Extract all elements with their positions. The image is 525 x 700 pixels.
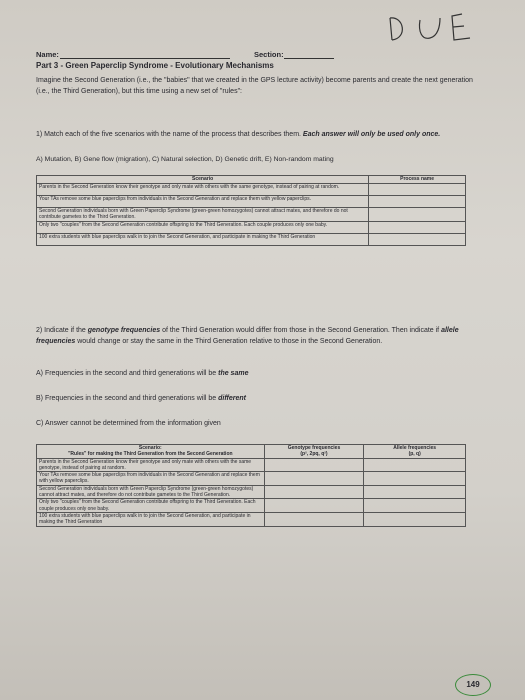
option-a-emphasis: the same <box>218 370 249 377</box>
process-name-header: Process name <box>369 176 466 184</box>
table-row <box>37 458 466 472</box>
question-1-emphasis: Each answer will only be used only once. <box>302 131 441 138</box>
table-row <box>37 196 466 208</box>
genotype-frequencies-header <box>264 445 364 459</box>
section-label: Section: <box>254 50 284 59</box>
name-field[interactable] <box>60 58 230 59</box>
scenario-cell: Parents in the Second Generation know their genotype and only mate with others with the same genotype, instead of pairing at random. <box>37 184 369 196</box>
question-2-text-b: of the Third Generation would differ from those in the Second Generation. Then indicate if <box>160 327 442 334</box>
scenario-cell: Your TAs remove some blue paperclips from individuals in the Second Generation and replace them with yellow paperclips. <box>37 472 265 486</box>
process-answer-cell[interactable] <box>369 184 466 196</box>
scenario-process-table <box>36 175 466 246</box>
option-a <box>36 370 476 377</box>
process-choices: A) Mutation, B) Gene flow (migration), C) Natural selection, D) Genetic drift, E) Non-random mating <box>36 156 334 163</box>
genotype-answer-cell[interactable] <box>264 512 364 526</box>
question-2-text-c: would change or stay the same in the Third Generation relative to those in the Second Generation. <box>75 338 383 345</box>
scenario-cell: Only two "couples" from the Second Generation contribute offspring to the Third Generation. Each couple produces only one baby. <box>37 221 369 233</box>
genotype-answer-cell[interactable] <box>264 485 364 499</box>
name-label: Name: <box>36 50 59 59</box>
page-number: 149 <box>455 674 491 696</box>
option-a-text: A) Frequencies in the second and third generations will be <box>36 370 219 377</box>
process-answer-cell[interactable] <box>369 233 466 245</box>
question-2-genotype: genotype frequencies <box>87 327 161 334</box>
scenario-cell: Second Generation individuals born with Green Paperclip Syndrome (green-green homozygotes) cannot attract mates, and therefore do not contribute gametes to the Third Generation. <box>37 208 369 222</box>
option-c: C) Answer cannot be determined from the information given <box>36 420 221 427</box>
scenario-header-line1: Scenario: <box>138 445 162 451</box>
allele-answer-cell[interactable] <box>364 499 466 513</box>
intro-paragraph: Imagine the Second Generation (i.e., the "babies" that we created in the GPS lecture activity) become parents and create the next generation (i.e., the Third Generation), but this time using a new set of "rules": <box>36 77 473 95</box>
scenario-rules-header <box>37 445 265 459</box>
question-2-text-a: 2) Indicate if the <box>36 327 88 334</box>
table-row <box>37 221 466 233</box>
genotype-header-line2: (p², 2pq, q²) <box>300 451 328 458</box>
question-2-allele: allele frequencies <box>36 327 459 345</box>
table-row <box>37 184 466 196</box>
option-b-emphasis: different <box>218 395 246 402</box>
scenario-header-line2: "Rules" for making the Third Generation from the Second Generation <box>68 451 233 458</box>
allele-header-line1: Allele frequencies <box>393 445 437 451</box>
part-title: Part 3 - Green Paperclip Syndrome - Evolutionary Mechanisms <box>36 61 274 70</box>
process-answer-cell[interactable] <box>369 208 466 222</box>
handwritten-due-mark <box>382 8 492 48</box>
table-row <box>37 512 466 526</box>
scenario-cell: Parents in the Second Generation know their genotype and only mate with others with the same genotype, instead of pairing at random. <box>37 458 265 472</box>
allele-header-line2: (p, q) <box>408 451 421 458</box>
scenario-cell: 100 extra students with blue paperclips walk in to join the Second Generation, and participate in making the Third Generation <box>37 233 369 245</box>
question-1-text: 1) Match each of the five scenarios with the name of the process that describes them. <box>36 131 301 138</box>
process-answer-cell[interactable] <box>369 221 466 233</box>
process-answer-cell[interactable] <box>369 196 466 208</box>
scenario-cell: Second Generation individuals born with Green Paperclip Syndrome (green-green homozygotes) cannot attract mates, and therefore do not contribute gametes to the Third Generation. <box>37 485 265 499</box>
allele-answer-cell[interactable] <box>364 485 466 499</box>
table-row <box>37 472 466 486</box>
question-2 <box>36 325 476 347</box>
allele-frequencies-header <box>364 445 466 459</box>
section-field[interactable] <box>284 58 334 59</box>
scenario-header: Scenario <box>37 176 369 184</box>
frequency-table <box>36 444 466 527</box>
genotype-answer-cell[interactable] <box>264 499 364 513</box>
table-row <box>37 208 466 222</box>
table-row <box>37 485 466 499</box>
genotype-answer-cell[interactable] <box>264 472 364 486</box>
table-row <box>37 499 466 513</box>
handwritten-note <box>382 8 492 48</box>
allele-answer-cell[interactable] <box>364 458 466 472</box>
scenario-cell: Your TAs remove some blue paperclips from individuals in the Second Generation and replace them with yellow paperclips. <box>37 196 369 208</box>
option-b-text: B) Frequencies in the second and third generations will be <box>36 395 219 402</box>
genotype-header-line1: Genotype frequencies <box>287 445 341 451</box>
table-row <box>37 233 466 245</box>
genotype-answer-cell[interactable] <box>264 458 364 472</box>
allele-answer-cell[interactable] <box>364 512 466 526</box>
allele-answer-cell[interactable] <box>364 472 466 486</box>
scenario-cell: Only two "couples" from the Second Generation contribute offspring to the Third Generation. Each couple produces only one baby. <box>37 499 265 513</box>
question-1 <box>36 130 476 140</box>
option-b <box>36 395 476 402</box>
scenario-cell: 100 extra students with blue paperclips walk in to join the Second Generation, and participate in making the Third Generation <box>37 512 265 526</box>
